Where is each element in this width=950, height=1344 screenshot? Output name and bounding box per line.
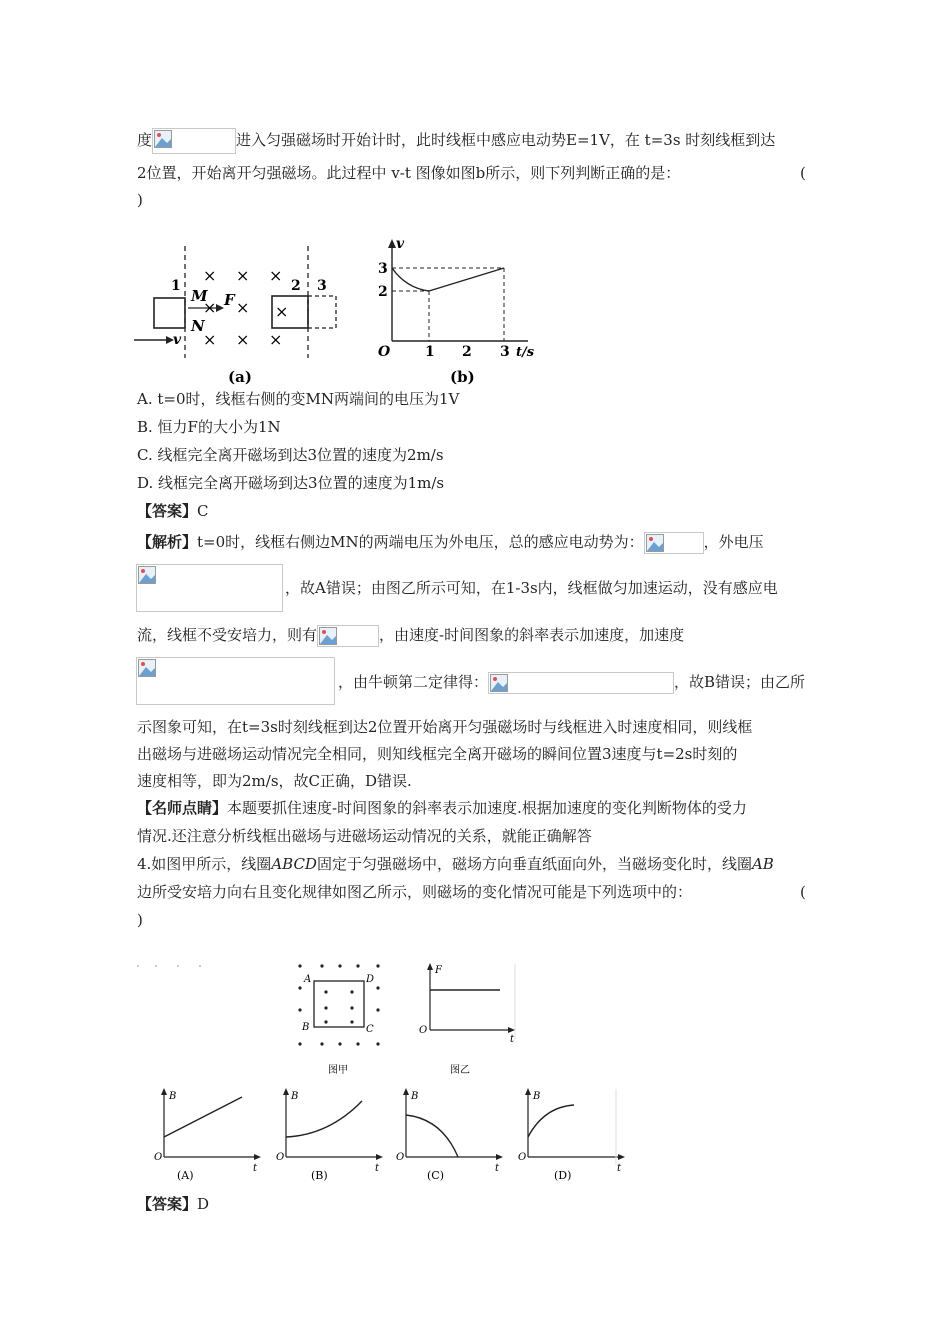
field-cross: × — [269, 330, 283, 349]
x-axis-label: t — [495, 1163, 500, 1174]
formula-image-placeholder — [136, 657, 335, 705]
q3-paren-open: ( — [800, 164, 806, 182]
analysis-line-5: 示图象可知，在t=3s时刻线框到达2位置开始离开匀强磁场时与线框进入时速度相同，则线框 — [137, 718, 753, 736]
formula-image-placeholder — [644, 532, 704, 554]
field-cross: × — [203, 298, 217, 317]
y-tick-2: 2 — [378, 284, 388, 300]
x-axis-label: t/s — [516, 345, 535, 360]
field-cross: × — [275, 302, 289, 321]
formula-image-placeholder — [488, 672, 674, 694]
coil-abcd — [314, 981, 364, 1027]
q4-paren-close: ) — [137, 911, 143, 929]
graph-option-d — [516, 1085, 628, 1185]
figure-b-vt-graph — [368, 236, 548, 386]
q4-line-2: 边所受安培力向右且变化规律如图乙所示，则磁场的变化情况可能是下列选项中的： — [137, 883, 693, 901]
x-tick-2: 2 — [462, 344, 472, 360]
figure-b-caption: (b) — [450, 368, 475, 386]
y-axis-arrow — [161, 1088, 167, 1095]
x-axis-label: t — [253, 1163, 258, 1174]
vertex-a-label: A — [304, 974, 312, 985]
q4-paren-open: ( — [800, 883, 806, 901]
b-curve — [164, 1097, 242, 1137]
q3-line-1: 度 进入匀强磁场时开始计时，此时线框中感应电动势E=1V，在 t=3s 时刻线框到达 — [137, 128, 775, 154]
x-axis-label: t — [375, 1163, 380, 1174]
x-axis-arrow — [508, 1027, 515, 1033]
point-n-label: N — [191, 317, 205, 335]
graph-c-caption: (C) — [427, 1169, 444, 1182]
b-curve — [406, 1115, 458, 1157]
b-curve — [528, 1105, 574, 1137]
graph-option-a — [152, 1085, 264, 1185]
y-axis-arrow — [283, 1088, 289, 1095]
position-label-1: 1 — [171, 278, 181, 294]
figure-yi-ft-graph — [412, 960, 522, 1080]
x-axis-arrow — [618, 1154, 625, 1160]
field-cross: × — [203, 330, 217, 349]
graph-option-b — [274, 1085, 386, 1185]
faint-dots-decoration — [134, 962, 214, 970]
vertex-b-label: B — [302, 1022, 310, 1033]
figure-a-caption: (a) — [228, 368, 252, 386]
figure-yi-caption: 图乙 — [450, 1065, 470, 1076]
option-b: B. 恒力F的大小为1N — [137, 418, 281, 436]
figure-jia — [290, 960, 390, 1080]
figure-jia-caption: 图甲 — [328, 1065, 348, 1076]
q3-answer: 【答案】C — [137, 502, 209, 520]
field-cross: × — [236, 330, 250, 349]
vt-line-accel — [429, 268, 504, 291]
broken-image-icon — [646, 534, 664, 552]
x-axis-arrow — [254, 1154, 261, 1160]
q3-line-2: 2位置，开始离开匀强磁场。此过程中 v-t 图像如图b所示，则下列判断正确的是： — [137, 164, 681, 182]
graph-b-caption: (B) — [311, 1169, 328, 1182]
option-a: A. t=0时，线框右侧的变MN两端间的电压为1V — [137, 390, 460, 408]
y-axis-label: B — [533, 1091, 541, 1102]
point-m-label: M — [191, 287, 208, 305]
y-axis-label: B — [291, 1091, 299, 1102]
vertex-d-label: D — [366, 974, 375, 985]
formula-image-placeholder — [152, 128, 236, 154]
origin-label: O — [378, 344, 391, 360]
analysis-line-3: 流，线框不受安培力，则有 ，由速度-时间图象的斜率表示加速度，加速度 — [137, 625, 684, 647]
y-axis-arrow — [525, 1088, 531, 1095]
analysis-line-4: ，由牛顿第二定律得： ，故B错误；由乙所 — [338, 672, 805, 694]
y-axis-arrow — [427, 963, 433, 970]
graph-a-caption: (A) — [177, 1169, 194, 1182]
y-axis-label: v — [396, 236, 405, 252]
broken-image-icon — [490, 674, 508, 692]
coil-position-3 — [308, 296, 336, 328]
velocity-label: v — [173, 332, 182, 348]
x-tick-1: 1 — [425, 344, 435, 360]
formula-image-placeholder — [317, 625, 379, 647]
q4-answer: 【答案】D — [137, 1195, 210, 1213]
origin-label: O — [396, 1152, 405, 1163]
origin-label: O — [154, 1152, 163, 1163]
origin-label: O — [276, 1152, 285, 1163]
x-axis-label: t — [617, 1163, 622, 1174]
analysis-line-1: 【解析】t=0时，线框右侧边MN的两端电压为外电压，总的感应电动势为： ，外电压 — [137, 532, 764, 554]
figure-a — [128, 238, 353, 388]
formula-image-placeholder — [136, 564, 283, 612]
field-cross: × — [203, 266, 217, 285]
origin-label: O — [518, 1152, 527, 1163]
field-cross: × — [269, 266, 283, 285]
graph-option-c — [394, 1085, 506, 1185]
q4-line-1: 4.如图甲所示，线圈ABCD固定于匀强磁场中，磁场方向垂直纸面向外，当磁场变化时，线圈AB — [137, 855, 774, 873]
option-d: D. 线框完全离开磁场到达3位置的速度为1m/s — [137, 474, 445, 492]
analysis-line-2: ，故A错误；由图乙所示可知，在1-3s内，线框做匀加速运动，没有感应电 — [285, 579, 778, 597]
graph-d-caption: (D) — [554, 1169, 572, 1182]
y-tick-3: 3 — [378, 261, 388, 277]
analysis-line-6: 出磁场与进磁场运动情况完全相同，则知线框完全离开磁场的瞬间位置3速度与t=2s时刻的 — [137, 745, 738, 763]
y-axis-label: B — [411, 1091, 419, 1102]
force-label: F — [224, 291, 235, 309]
y-axis-label: F — [435, 965, 442, 976]
x-axis-arrow — [376, 1154, 383, 1160]
position-label-2: 2 — [291, 278, 301, 294]
broken-image-icon — [319, 627, 337, 645]
y-axis-label: B — [169, 1091, 177, 1102]
field-cross: × — [236, 266, 250, 285]
coil-position-1 — [154, 298, 185, 328]
force-arrow-head — [216, 304, 224, 312]
b-curve — [286, 1101, 362, 1137]
origin-label: O — [419, 1025, 428, 1036]
y-axis-arrow — [403, 1088, 409, 1095]
broken-image-icon — [138, 566, 156, 584]
tips-line-2: 情况.还注意分析线框出磁场与进磁场运动情况的关系，就能正确解答 — [137, 827, 592, 845]
vertex-c-label: C — [366, 1024, 374, 1035]
broken-image-icon — [154, 130, 172, 148]
vt-curve-decel — [392, 268, 429, 291]
q3-paren-close: ) — [137, 191, 143, 209]
x-axis-label: t — [510, 1034, 515, 1045]
field-cross: × — [236, 298, 250, 317]
tips-line-1: 【名师点睛】本题要抓住速度-时间图象的斜率表示加速度.根据加速度的变化判断物体的受力 — [137, 799, 747, 817]
analysis-line-7: 速度相等，即为2m/s，故C正确，D错误. — [137, 772, 412, 790]
position-label-3: 3 — [317, 278, 327, 294]
option-c: C. 线框完全离开磁场到达3位置的速度为2m/s — [137, 446, 444, 464]
x-tick-3: 3 — [500, 344, 510, 360]
x-axis-arrow — [496, 1154, 503, 1160]
y-axis-arrow — [388, 239, 396, 248]
broken-image-icon — [138, 659, 156, 677]
